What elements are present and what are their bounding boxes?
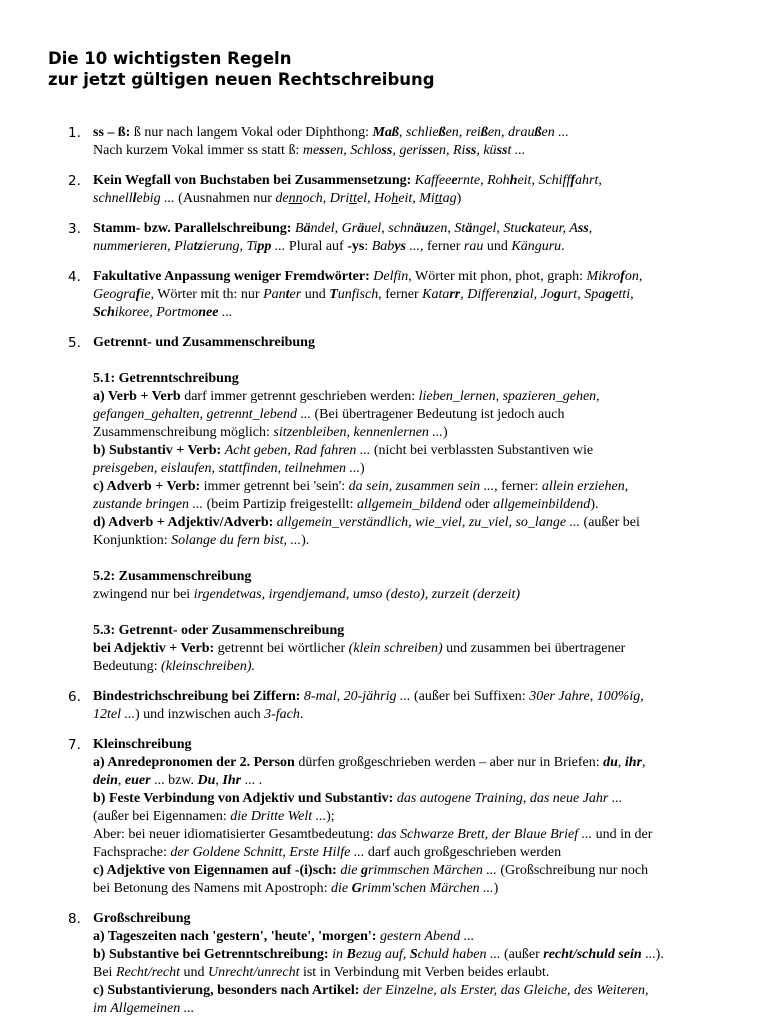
- text-segment: und: [483, 239, 512, 254]
- text-segment: ss – ß:: [93, 125, 131, 140]
- text-segment: , Differen: [460, 287, 514, 302]
- text-segment: Nach kurzem Vokal immer ss statt ß:: [93, 143, 303, 158]
- text-segment: ... .: [241, 773, 263, 788]
- text-segment: Recht/recht: [115, 965, 180, 980]
- text-segment: Delfin: [373, 269, 409, 284]
- text-segment: Bab: [371, 239, 395, 254]
- text-segment: ck: [521, 221, 535, 236]
- text-segment: b) Feste Verbindung von Adjektiv und Substantiv:: [93, 791, 394, 806]
- rule-line: [93, 532, 728, 550]
- text-segment: B: [346, 947, 356, 962]
- text-segment: Kata: [422, 287, 450, 302]
- rule-line: [93, 442, 728, 460]
- text-segment: Solange du fern bist, ...: [171, 533, 302, 548]
- text-segment: gestern Abend ...: [379, 929, 475, 944]
- text-segment: , ferner: [419, 239, 464, 254]
- text-segment: allgemein_verständlich, wie_viel, zu_viel, so_lange ...: [276, 515, 581, 530]
- text-segment: äu: [413, 221, 429, 236]
- text-segment: Bedeutung:: [93, 659, 162, 674]
- text-segment: a) Verb + Verb: [93, 389, 181, 404]
- text-segment: in: [332, 947, 347, 962]
- text-segment: , ferner:: [494, 479, 542, 494]
- text-segment: Mikro: [586, 269, 621, 284]
- text-segment: sitzenbleiben, kennenlernen ...: [273, 425, 443, 440]
- rule-line: [93, 772, 728, 790]
- text-segment: a) Tageszeiten nach 'gestern', 'heute', 'morgen':: [93, 929, 377, 944]
- text-segment: en, Ri: [432, 143, 466, 158]
- text-segment: el, Ho: [357, 191, 392, 206]
- text-segment: t ...: [507, 143, 526, 158]
- text-segment: , kü: [476, 143, 497, 158]
- item-spacer: [48, 160, 728, 172]
- text-segment: der Goldene Schnitt, Erste Hilfe ...: [170, 845, 365, 860]
- text-segment: allgemeinbildend: [493, 497, 591, 512]
- text-segment: S: [409, 947, 418, 962]
- text-segment: .: [299, 707, 304, 722]
- text-segment: du: [603, 755, 618, 770]
- text-segment: en, rei: [445, 125, 481, 140]
- text-segment: getrennt bei wörtlicher: [214, 641, 349, 656]
- rule-line: [93, 640, 728, 658]
- text-segment: unfisch: [337, 287, 379, 302]
- rule-line: [93, 658, 728, 676]
- rule-item: [48, 220, 728, 256]
- text-segment: (kleinschreiben).: [161, 659, 255, 674]
- rule-line: [93, 1000, 728, 1018]
- text-segment: 8-mal, 20-jährig ...: [303, 689, 411, 704]
- text-segment: och, Dri: [302, 191, 350, 206]
- text-segment: Kein Wegfall von Buchstaben bei Zusammensetzung:: [93, 173, 412, 188]
- text-segment: 3-fach: [264, 707, 300, 722]
- text-segment: Zusammenschreibung möglich:: [93, 425, 274, 440]
- text-segment: rnte, Roh: [457, 173, 510, 188]
- text-segment: rimmschen Märchen ...: [367, 863, 497, 878]
- text-segment: ): [456, 191, 462, 206]
- text-segment: (Großschreibung nur noch: [496, 863, 649, 878]
- text-segment: ss: [465, 143, 477, 158]
- rule-line: [93, 460, 728, 478]
- text-segment: Plural auf: [285, 239, 348, 254]
- rule-line: [93, 424, 728, 442]
- text-segment: , Wörter mit th: nur: [150, 287, 264, 302]
- title-line-1: Die 10 wichtigsten Regeln: [48, 49, 292, 68]
- text-segment: f: [135, 287, 141, 302]
- text-segment: ß: [438, 125, 446, 140]
- text-segment: Pan: [263, 287, 286, 302]
- item-spacer: [48, 898, 728, 910]
- text-segment: ...: [271, 239, 286, 254]
- rule-line: [93, 142, 728, 160]
- text-segment: en ...: [541, 125, 569, 140]
- text-segment: Maß: [372, 125, 399, 140]
- text-segment: 30er Jahre, 100%ig,: [529, 689, 644, 704]
- text-segment: ).: [590, 497, 599, 512]
- text-segment: g: [360, 863, 368, 878]
- rule-line: [93, 706, 728, 724]
- rule-number: 5.: [68, 335, 81, 351]
- text-segment: im Allgemeinen ...: [93, 1001, 195, 1016]
- rule-line: [93, 406, 728, 424]
- rule-line: [93, 190, 728, 208]
- text-segment: c) Adverb + Verb:: [93, 479, 201, 494]
- text-segment: Großschreibung: [93, 911, 191, 926]
- text-segment: gefangen_gehalten, getrennt_lebend ...: [93, 407, 311, 422]
- text-segment: immer getrennt bei 'sein':: [200, 479, 349, 494]
- text-segment: ss: [577, 221, 589, 236]
- rule-line: [93, 964, 728, 982]
- rule-line: [93, 910, 728, 928]
- rule-line: [93, 880, 728, 898]
- text-segment: ikoree, Portmo: [114, 305, 199, 320]
- text-segment: Kaffee: [414, 173, 452, 188]
- text-segment: -ys: [347, 239, 365, 254]
- rule-line: [93, 826, 728, 844]
- text-segment: ): [442, 425, 448, 440]
- text-segment: ss: [421, 143, 433, 158]
- rule-number: 6.: [68, 689, 81, 705]
- text-segment: Fachsprache:: [93, 845, 171, 860]
- text-segment: ihr: [624, 755, 643, 770]
- rule-line: [93, 172, 728, 190]
- rule-line: [93, 352, 728, 370]
- rule-line: [93, 790, 728, 808]
- text-segment: darf auch großgeschrieben werden: [364, 845, 562, 860]
- text-segment: T: [329, 287, 338, 302]
- text-segment: Bei: [93, 965, 116, 980]
- text-segment: Acht geben, Rad fahren ...: [224, 443, 371, 458]
- text-segment: allgemein_bildend: [357, 497, 462, 512]
- rule-number: 3.: [68, 221, 81, 237]
- text-segment: t: [285, 287, 290, 302]
- rule-item: [48, 736, 728, 898]
- text-segment: Bindestrichschreibung bei Ziffern:: [93, 689, 301, 704]
- text-segment: lieben_lernen, spazieren_gehen,: [418, 389, 600, 404]
- text-segment: (klein schreiben): [348, 641, 443, 656]
- text-segment: h: [391, 191, 399, 206]
- rule-line: [93, 754, 728, 772]
- text-segment: ,: [617, 755, 625, 770]
- item-spacer: [48, 724, 728, 736]
- text-segment: en, drau: [487, 125, 535, 140]
- text-segment: darf immer getrennt geschrieben werden:: [180, 389, 419, 404]
- text-segment: en, Schlo: [330, 143, 382, 158]
- item-spacer: [48, 208, 728, 220]
- text-segment: der Einzelne, als Erster, das Gleiche, des Weiteren,: [362, 983, 649, 998]
- text-segment: und: [179, 965, 208, 980]
- text-segment: Unrecht/unrecht: [207, 965, 300, 980]
- text-segment: irgendetwas, irgendjemand, umso (desto), zurzeit (derzeit): [193, 587, 521, 602]
- rule-line: [93, 844, 728, 862]
- text-segment: );: [326, 809, 335, 824]
- text-segment: ...: [218, 305, 233, 320]
- text-segment: l: [132, 191, 137, 206]
- text-segment: bei Betonung des Namens mit Apostroph:: [93, 881, 331, 896]
- text-segment: preisgeben, eislaufen, stattfinden, teilnehmen ...: [93, 461, 360, 476]
- rule-number: 8.: [68, 911, 81, 927]
- text-segment: ss: [496, 143, 508, 158]
- rule-item: [48, 172, 728, 208]
- text-segment: rimm'schen Märchen ...: [361, 881, 494, 896]
- rule-number: 1.: [68, 125, 81, 141]
- text-segment: die: [330, 881, 352, 896]
- text-segment: ahrt,: [575, 173, 602, 188]
- text-segment: ,: [588, 221, 593, 236]
- text-segment: und zusammen bei übertragener: [442, 641, 626, 656]
- text-segment: 12tel ...: [93, 707, 135, 722]
- text-segment: Stamm- bzw. Parallelschreibung:: [93, 221, 292, 236]
- rule-number: 4.: [68, 269, 81, 285]
- text-segment: da sein, zusammen sein ...: [348, 479, 495, 494]
- text-segment: uel, schn: [364, 221, 414, 236]
- rule-item: [48, 124, 728, 160]
- text-segment: rr: [449, 287, 461, 302]
- rule-line: [93, 496, 728, 514]
- rule-line: [93, 688, 728, 706]
- text-segment: ag: [442, 191, 457, 206]
- text-segment: tz: [193, 239, 203, 254]
- text-segment: ss: [381, 143, 393, 158]
- text-segment: e: [127, 239, 134, 254]
- text-segment: ebig ...: [136, 191, 175, 206]
- text-segment: ...: [405, 239, 420, 254]
- text-segment: ngel, Stu: [472, 221, 522, 236]
- text-segment: (außer: [500, 947, 544, 962]
- text-segment: pp: [257, 239, 272, 254]
- item-spacer: [48, 256, 728, 268]
- rule-line: [93, 550, 728, 568]
- text-segment: ) und inzwischen auch: [135, 707, 265, 722]
- text-segment: , Wörter mit phon, phot, graph:: [408, 269, 587, 284]
- text-segment: 5.2: Zusammenschreibung: [93, 569, 252, 584]
- text-segment: a) Anredepronomen der 2. Person: [93, 755, 295, 770]
- text-segment: ä: [465, 221, 473, 236]
- text-segment: ezug auf,: [355, 947, 410, 962]
- rule-line: [93, 862, 728, 880]
- text-segment: zen, St: [428, 221, 466, 236]
- rule-line: [93, 124, 728, 142]
- item-spacer: [48, 322, 728, 334]
- rule-line: [93, 304, 728, 322]
- text-segment: b) Substantiv + Verb:: [93, 443, 222, 458]
- rule-line: [93, 478, 728, 496]
- rule-line: [93, 268, 728, 286]
- text-segment: rieren, Pla: [133, 239, 194, 254]
- text-segment: b) Substantive bei Getrenntschreibung:: [93, 947, 329, 962]
- text-segment: f: [620, 269, 625, 284]
- text-segment: (außer bei Eigennamen:: [93, 809, 231, 824]
- text-segment: ss: [319, 143, 331, 158]
- text-segment: 5.3: Getrennt- oder Zusammenschreibung: [93, 623, 345, 638]
- text-segment: das Schwarze Brett, der Blaue Brief ...: [377, 827, 593, 842]
- text-segment: (außer bei Suffixen:: [410, 689, 530, 704]
- text-segment: ierung, Ti: [202, 239, 258, 254]
- text-segment: ,: [117, 773, 125, 788]
- text-segment: z: [513, 287, 519, 302]
- rule-line: [93, 622, 728, 640]
- text-segment: (Bei übertragener Bedeutung ist jedoch auch: [310, 407, 565, 422]
- title-line-2: zur jetzt gültigen neuen Rechtschreibung: [48, 70, 435, 89]
- text-segment: und: [301, 287, 330, 302]
- text-segment: ): [359, 461, 365, 476]
- text-segment: tt: [349, 191, 358, 206]
- text-segment: nee: [198, 305, 219, 320]
- rule-item: [48, 334, 728, 676]
- text-segment: h: [509, 173, 518, 188]
- text-segment: (nicht bei verblassten Substantiven wie: [370, 443, 594, 458]
- text-segment: eit, Mi: [398, 191, 435, 206]
- rule-line: [93, 808, 728, 826]
- rule-line: [93, 946, 728, 964]
- text-segment: rau: [463, 239, 484, 254]
- text-segment: chuld haben ...: [417, 947, 501, 962]
- item-spacer: [48, 676, 728, 688]
- text-segment: ): [493, 881, 499, 896]
- text-segment: c) Adjektive von Eigennamen auf -(i)sch:: [93, 863, 337, 878]
- text-segment: Ihr: [222, 773, 242, 788]
- text-segment: das autogene Training, das neue Jahr ...: [396, 791, 623, 806]
- rule-item: [48, 268, 728, 322]
- text-segment: Aber: bei neuer idiomatisierter Gesamtbedeutung:: [93, 827, 378, 842]
- text-segment: allein erziehen,: [541, 479, 629, 494]
- text-segment: c) Substantivierung, besonders nach Artikel:: [93, 983, 360, 998]
- item-spacer: [48, 1018, 728, 1030]
- text-segment: nn: [288, 191, 303, 206]
- text-segment: recht/schuld sein: [543, 947, 642, 962]
- text-segment: d) Adverb + Adjektiv/Adverb:: [93, 515, 274, 530]
- text-segment: me: [302, 143, 320, 158]
- document-title: [48, 48, 435, 90]
- text-segment: er: [289, 287, 302, 302]
- rules-list: [48, 124, 728, 1030]
- text-segment: ,: [642, 755, 646, 770]
- rule-line: [93, 334, 728, 352]
- rule-number: 2.: [68, 173, 81, 189]
- text-segment: Geogra: [93, 287, 136, 302]
- rule-line: [93, 220, 728, 238]
- text-segment: ).: [301, 533, 310, 548]
- rule-number: 7.: [68, 737, 81, 753]
- text-segment: Känguru: [511, 239, 562, 254]
- text-segment: ateur, A: [534, 221, 578, 236]
- rule-line: [93, 982, 728, 1000]
- text-segment: ß: [534, 125, 542, 140]
- text-segment: oder: [461, 497, 494, 512]
- rule-line: [93, 736, 728, 754]
- text-segment: ... bzw.: [150, 773, 198, 788]
- rule-line: [93, 586, 728, 604]
- text-segment: tt: [434, 191, 443, 206]
- text-segment: e: [451, 173, 458, 188]
- text-segment: f: [570, 173, 576, 188]
- rule-line: [93, 604, 728, 622]
- text-segment: ial, Jo: [518, 287, 554, 302]
- text-segment: (außer bei: [580, 515, 640, 530]
- text-segment: :: [364, 239, 372, 254]
- text-segment: de: [275, 191, 289, 206]
- text-segment: ie: [140, 287, 151, 302]
- text-segment: (Ausnahmen nur: [174, 191, 276, 206]
- text-segment: ndel, Gr: [310, 221, 358, 236]
- rule-line: [93, 238, 728, 256]
- text-segment: ...).: [641, 947, 664, 962]
- text-segment: etti,: [612, 287, 634, 302]
- text-segment: numm: [93, 239, 128, 254]
- text-segment: g: [605, 287, 613, 302]
- text-segment: ä: [303, 221, 311, 236]
- text-segment: ä: [357, 221, 365, 236]
- text-segment: G: [351, 881, 362, 896]
- rule-line: [93, 568, 728, 586]
- text-segment: und in der: [592, 827, 653, 842]
- text-segment: , geri: [392, 143, 422, 158]
- text-segment: eit, Schiff: [517, 173, 571, 188]
- text-segment: zwingend nur bei: [93, 587, 194, 602]
- text-segment: Sch: [93, 305, 115, 320]
- text-segment: schnell: [93, 191, 133, 206]
- text-segment: ß: [480, 125, 488, 140]
- text-segment: zustande bringen ...: [93, 497, 204, 512]
- text-segment: ist in Verbindung mit Verben beides erlaubt.: [299, 965, 550, 980]
- text-segment: Getrennt- und Zusammenschreibung: [93, 335, 315, 350]
- text-segment: Fakultative Anpassung weniger Fremdwörter:: [93, 269, 370, 284]
- rule-line: [93, 514, 728, 532]
- text-segment: ys: [394, 239, 406, 254]
- rule-line: [93, 286, 728, 304]
- text-segment: dein: [93, 773, 118, 788]
- text-segment: dürfen großgeschrieben werden – aber nur in Briefen:: [294, 755, 604, 770]
- text-segment: , ferner: [378, 287, 423, 302]
- rule-line: [93, 388, 728, 406]
- text-segment: .: [561, 239, 565, 254]
- text-segment: euer: [124, 773, 151, 788]
- text-segment: Kleinschreibung: [93, 737, 192, 752]
- rule-item: [48, 688, 728, 724]
- text-segment: bei Adjektiv + Verb:: [93, 641, 215, 656]
- text-segment: die Dritte Welt ...: [230, 809, 327, 824]
- text-segment: ß nur nach langem Vokal oder Diphthong:: [130, 125, 373, 140]
- text-segment: , schlie: [398, 125, 439, 140]
- text-segment: ,: [215, 773, 223, 788]
- text-segment: Du: [197, 773, 216, 788]
- text-segment: Konjunktion:: [93, 533, 172, 548]
- text-segment: on,: [624, 269, 643, 284]
- text-segment: B: [294, 221, 304, 236]
- text-segment: (beim Partizip freigestellt:: [203, 497, 358, 512]
- rule-line: [93, 370, 728, 388]
- rule-line: [93, 928, 728, 946]
- text-segment: g: [553, 287, 561, 302]
- text-segment: 5.1: Getrenntschreibung: [93, 371, 239, 386]
- rule-item: [48, 910, 728, 1018]
- text-segment: urt, Spa: [560, 287, 606, 302]
- text-segment: die: [340, 863, 361, 878]
